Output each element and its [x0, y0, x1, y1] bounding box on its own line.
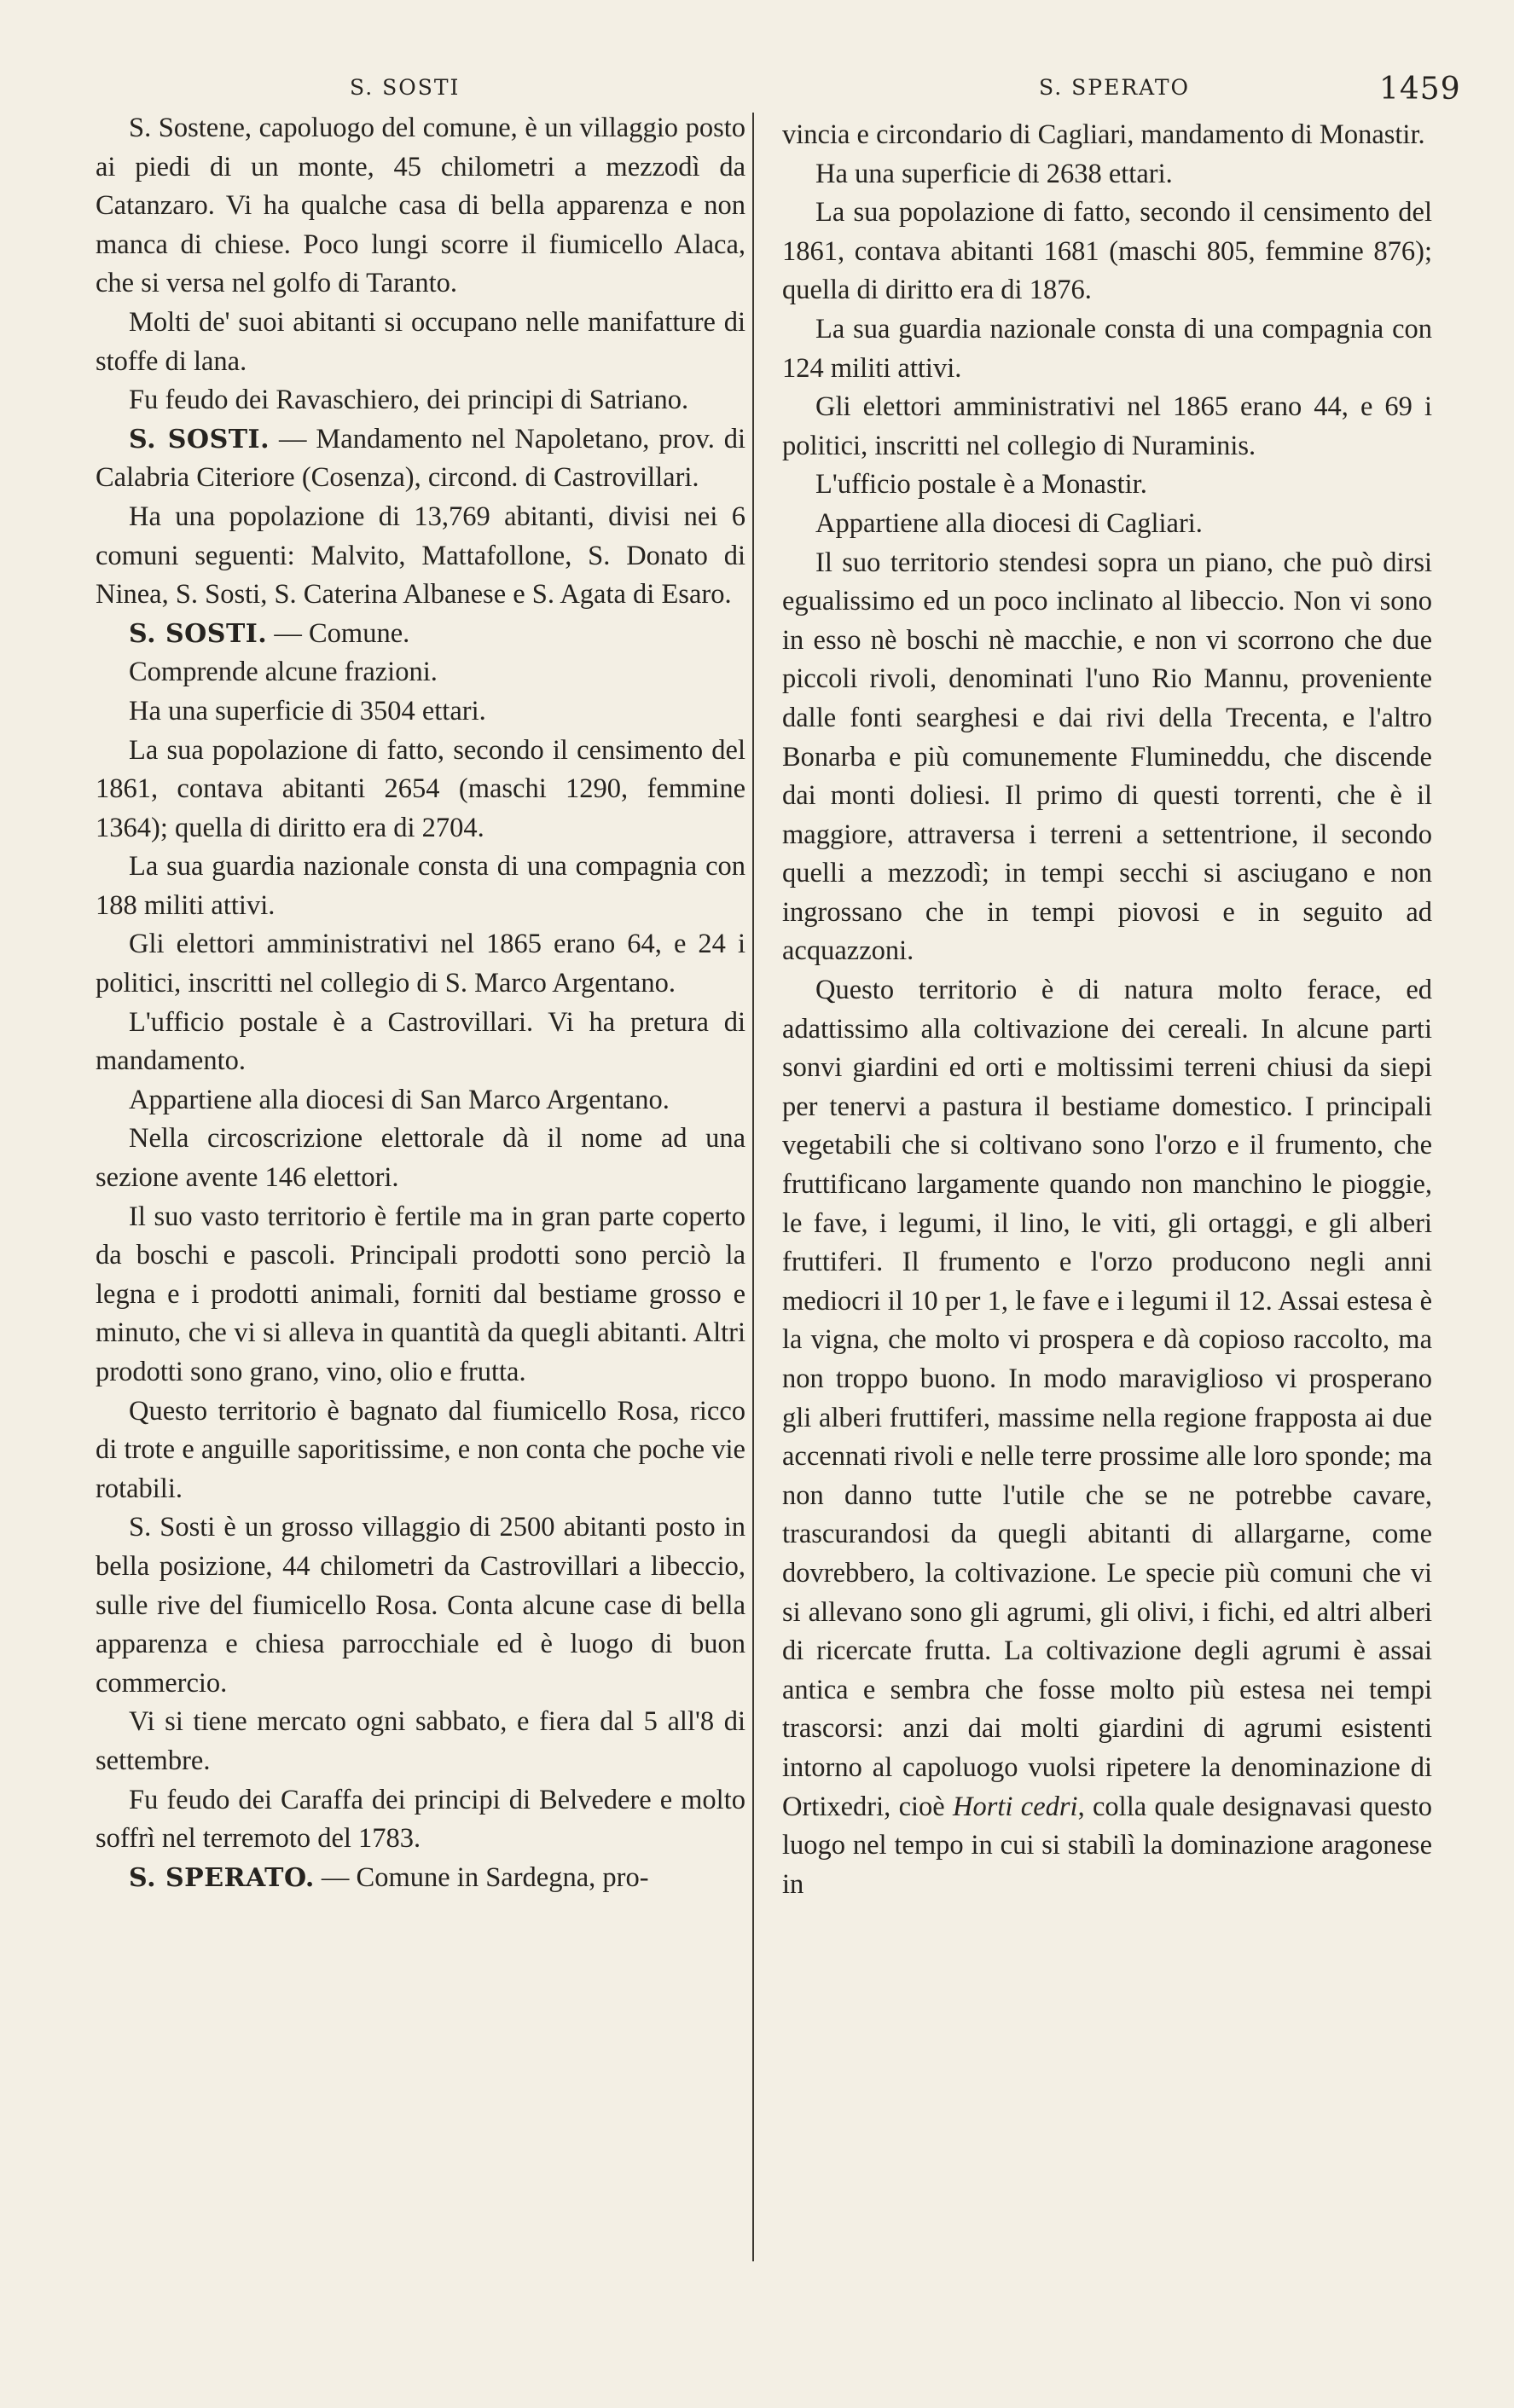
right-column: [782, 116, 1432, 1904]
left-column: [96, 109, 745, 1897]
paragraph-text-end: , colla quale designavasi questo luogo nel tempo in cui si stabilì la dominazione aragonese in: [782, 1791, 1432, 1900]
paragraph: Comprende alcune frazioni.: [129, 657, 438, 688]
entry-text: — Comune.: [267, 617, 410, 649]
paragraph: La sua guardia nazionale consta di una compagnia con 124 militi attivi.: [782, 313, 1432, 384]
paragraph: Questo territorio è bagnato dal fiumicello Rosa, ricco di trote e anguille saporitissime, e non conta che poche vie rotabili.: [96, 1395, 745, 1504]
column-divider: [752, 113, 754, 2261]
italic-term: Horti cedri: [953, 1791, 1078, 1822]
paragraph: Fu feudo dei Caraffa dei principi di Belvedere e molto soffrì nel terremoto del 1783.: [96, 1784, 745, 1855]
paragraph: S. Sosti è un grosso villaggio di 2500 abitanti posto in bella posizione, 44 chilometri da Castrovillari a libeccio, sulle rive del fiumicello Rosa. Conta alcune case di bella apparenza e chiesa parrocchiale ed è luogo di buon commercio.: [96, 1512, 745, 1699]
paragraph: Fu feudo dei Ravaschiero, dei principi di Satriano.: [129, 385, 689, 416]
paragraph-entry: [96, 420, 745, 498]
running-head-left: S. SOSTI: [350, 75, 461, 100]
paragraph: La sua popolazione di fatto, secondo il censimento del 1861, contava abitanti 2654 (maschi 1290, femmine 1364); quella di diritto era di 2704.: [96, 734, 745, 843]
paragraph: Ha una superficie di 3504 ettari.: [129, 695, 486, 726]
paragraph: Gli elettori amministrativi nel 1865 erano 64, e 24 i politici, inscritti nel collegio di S. Marco Argentano.: [96, 929, 745, 999]
paragraph: Il suo territorio stendesi sopra un piano, che può dirsi egualissimo ed un poco inclinato al libeccio. Non vi sono in esso nè boschi nè macchie, e non vi scorrono che due piccoli rivoli, denominati l'uno Rio Mannu, proveniente dalle fonti searghesi e dai rivi della Trecenta, e l'altro Bonarba e più comunemente Flumineddu, che discende dai monti doliesi. Il primo di questi torrenti, che è il maggiore, attraversa i terreni a settentrione, il secondo quelli a mezzodì; in tempi secchi si asciugano e non ingrossano che in tempi piovosi e in seguito ad acquazzoni.: [782, 547, 1432, 967]
entry-heading: S. SPERATO.: [129, 1862, 315, 1893]
paragraph: L'ufficio postale è a Castrovillari. Vi ha pretura di mandamento.: [96, 1006, 745, 1077]
paragraph: L'ufficio postale è a Monastir.: [815, 469, 1147, 501]
paragraph: Il suo vasto territorio è fertile ma in gran parte coperto da boschi e pascoli. Principali prodotti sono perciò la legna e i prodotti animali, forniti dal bestiame grosso e minuto, che vi si alleva in quantità da quegli abitanti. Altri prodotti sono grano, vino, olio e frutta.: [96, 1201, 745, 1387]
paragraph: Appartiene alla diocesi di Cagliari.: [815, 507, 1203, 539]
entry-text: — Mandamento nel Napoletano, prov. di Calabria Citeriore (Cosenza), circond. di Castrovillari.: [96, 423, 746, 494]
page-number: 1459: [1379, 72, 1461, 107]
paragraph: La sua guardia nazionale consta di una compagnia con 188 militi attivi.: [96, 851, 745, 921]
entry-text: — Comune in Sardegna, pro-: [314, 1861, 649, 1893]
paragraph-continued: vincia e circondario di Cagliari, mandamento di Monastir.: [782, 119, 1425, 150]
paragraph: Nella circoscrizione elettorale dà il nome ad una sezione avente 146 elettori.: [96, 1123, 745, 1194]
paragraph: [782, 971, 1432, 1904]
running-head-right: S. SPERATO: [1039, 75, 1191, 100]
entry-heading: S. SOSTI.: [129, 618, 268, 649]
paragraph: Ha una superficie di 2638 ettari.: [815, 158, 1173, 189]
entry-heading: S. SOSTI.: [129, 424, 270, 454]
paragraph: Gli elettori amministrativi nel 1865 erano 44, e 69 i politici, inscritti nel collegio di Nuraminis.: [782, 391, 1432, 461]
paragraph-text: Questo territorio è di natura molto ferace, ed adattissimo alla coltivazione dei cereali. In alcune parti sonvi giardini ed orti e moltissimi terreni chiusi da siepi per tenervi a pastura il bestiame domestico. I principali vegetabili che si coltivano sono l'orzo e il frumento, che fruttificano largamente quando non manchino le pioggie, le fave, i legumi, il lino, le viti, gli ortaggi, e gli alberi fruttiferi. Il frumento e l'orzo producono negli anni mediocri il 10 per 1, le fave e i legumi il 12. Assai estesa è la vigna, che molto vi prospera e dà copioso raccolto, ma non troppo buono. In modo maraviglioso vi prosperano gli alberi fruttiferi, massime nella regione frapposta ai due accennati rivoli e nelle terre prossime alle loro sponde; ma non danno tutte l'utile che se ne potrebbe cavare, trascurandosi da quegli abitanti di allargarne, come dovrebbero, la coltivazione. Le specie più comuni che vi si allevano sono gli agrumi, gli olivi, i fichi, ed altri alberi di ricercate frutta. La coltivazione degli agrumi è assai antica e sembra che fosse molto più estesa nei tempi trascorsi: anzi dai molti giardini di agrumi esistenti intorno al capoluogo vuolsi ripetere la denominazione di Ortixedri, cioè: [782, 975, 1432, 1822]
paragraph: Ha una popolazione di 13,769 abitanti, divisi nei 6 comuni seguenti: Malvito, Mattafollone, S. Donato di Ninea, S. Sosti, S. Caterina Albanese e S. Agata di Esaro.: [96, 501, 745, 611]
paragraph: Vi si tiene mercato ogni sabbato, e fiera dal 5 all'8 di settembre.: [96, 1706, 745, 1776]
paragraph: Appartiene alla diocesi di San Marco Argentano.: [129, 1084, 670, 1115]
paragraph-entry: [96, 615, 745, 654]
paragraph-entry: [96, 1859, 745, 1898]
paragraph: S. Sostene, capoluogo del comune, è un villaggio posto ai piedi di un monte, 45 chilometri a mezzodì da Catanzaro. Vi ha qualche casa di bella apparenza e non manca di chiese. Poco lungi scorre il fiumicello Alaca, che si versa nel golfo di Taranto.: [96, 113, 745, 299]
paragraph: Molti de' suoi abitanti si occupano nelle manifatture di stoffe di lana.: [96, 306, 745, 377]
paragraph: La sua popolazione di fatto, secondo il censimento del 1861, contava abitanti 1681 (maschi 805, femmine 876); quella di diritto era di 1876.: [782, 197, 1432, 306]
